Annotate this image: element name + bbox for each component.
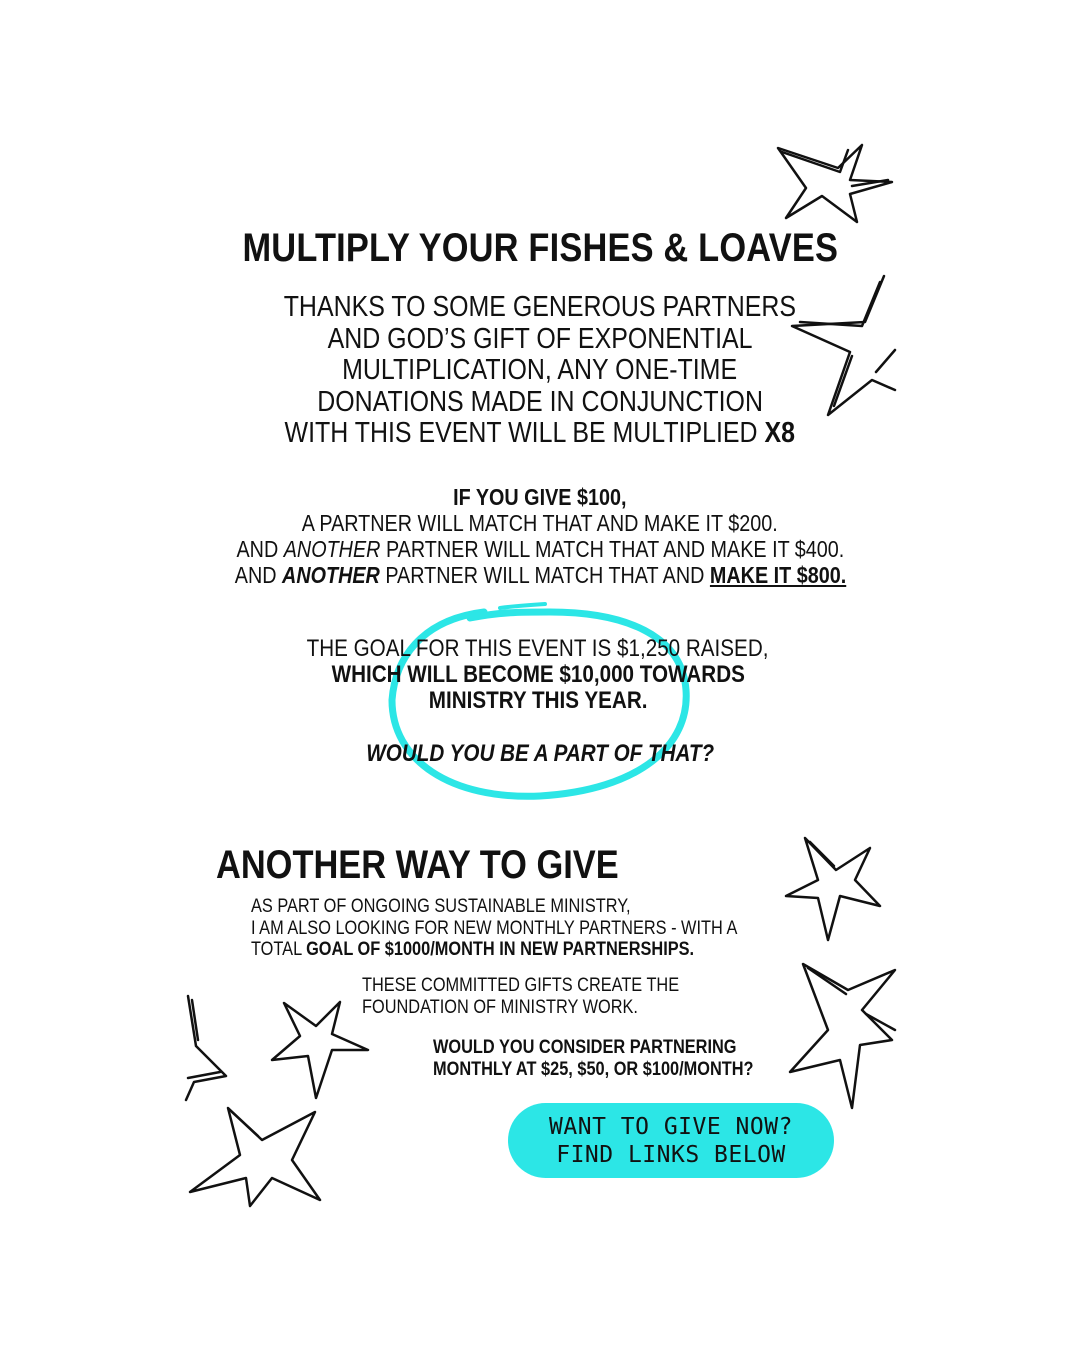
intro-last-line: WITH THIS EVENT WILL BE MULTIPLIED bbox=[284, 417, 765, 449]
foundation-line-1: THESE COMMITTED GIFTS CREATE THE bbox=[362, 975, 680, 996]
monthly-line-3 bbox=[251, 939, 694, 961]
intro-line: AND GOD’S GIFT OF EXPONENTIAL bbox=[327, 322, 753, 355]
match-explanation bbox=[140, 484, 940, 588]
intro-line: MULTIPLICATION, ANY ONE-TIME bbox=[342, 354, 738, 386]
monthly-partners-paragraph bbox=[251, 896, 811, 961]
star-doodle-icon bbox=[778, 145, 892, 222]
match-line-3-start: AND bbox=[236, 536, 284, 562]
consider-line-2: MONTHLY AT $25, $50, OR $100/MONTH? bbox=[433, 1058, 754, 1080]
goal-line-1: THE GOAL FOR THIS EVENT IS $1,250 RAISED, bbox=[307, 635, 769, 662]
consider-paragraph bbox=[433, 1037, 853, 1080]
foundation-line-2: FOUNDATION OF MINISTRY WORK. bbox=[362, 996, 638, 1018]
page-title-text: MULTIPLY YOUR FISHES & LOAVES bbox=[242, 226, 838, 270]
match-line-4-em: ANOTHER bbox=[281, 562, 380, 588]
match-line-2: A PARTNER WILL MATCH THAT AND MAKE IT $200. bbox=[302, 510, 778, 536]
intro-line bbox=[285, 418, 795, 450]
goal-paragraph bbox=[188, 636, 888, 714]
monthly-goal: GOAL OF $1000/MONTH IN NEW PARTNERSHIPS. bbox=[306, 939, 695, 960]
match-line-4 bbox=[234, 562, 845, 588]
intro-line: THANKS TO SOME GENEROUS PARTNERS bbox=[283, 291, 797, 323]
consider-line-1: WOULD YOU CONSIDER PARTNERING bbox=[433, 1037, 737, 1058]
intro-paragraph bbox=[190, 292, 890, 450]
match-line-3 bbox=[236, 536, 844, 562]
goal-line-2: WHICH WILL BECOME $10,000 TOWARDS bbox=[331, 661, 745, 688]
match-line-4-mid: PARTNER WILL MATCH THAT AND bbox=[379, 562, 710, 588]
monthly-line-1: AS PART OF ONGOING SUSTAINABLE MINISTRY, bbox=[251, 896, 631, 917]
star-doodle-icon bbox=[186, 996, 226, 1100]
goal-line-3: MINISTRY THIS YEAR. bbox=[428, 687, 648, 714]
monthly-line-3-start: TOTAL bbox=[251, 939, 307, 960]
match-line-3-em: ANOTHER bbox=[283, 536, 381, 562]
give-now-button[interactable] bbox=[508, 1103, 834, 1178]
participation-question bbox=[240, 740, 840, 768]
foundation-paragraph bbox=[362, 975, 782, 1018]
section-title-text: ANOTHER WAY TO GIVE bbox=[216, 843, 619, 887]
star-doodle-icon bbox=[190, 1108, 320, 1206]
multiplier: X8 bbox=[764, 417, 796, 449]
match-line-3-end: PARTNER WILL MATCH THAT AND MAKE IT $400. bbox=[380, 536, 844, 562]
star-doodle-icon bbox=[790, 964, 895, 1108]
intro-line: DONATIONS MADE IN CONJUNCTION bbox=[317, 385, 763, 418]
section-title bbox=[216, 842, 736, 888]
page-title bbox=[140, 224, 940, 272]
give-now-line-2: FIND LINKS BELOW bbox=[556, 1141, 786, 1168]
match-line-4-start: AND bbox=[234, 562, 282, 588]
monthly-line-2: I AM ALSO LOOKING FOR NEW MONTHLY PARTNERS - WITH A bbox=[251, 917, 738, 939]
match-line-4-end: MAKE IT $800. bbox=[709, 562, 846, 588]
star-doodle-icon bbox=[272, 1002, 368, 1098]
give-now-line-1: WANT TO GIVE NOW? bbox=[549, 1113, 793, 1140]
match-line-1: IF YOU GIVE $100, bbox=[453, 484, 627, 510]
participation-question-text: WOULD YOU BE A PART OF THAT? bbox=[366, 740, 714, 767]
